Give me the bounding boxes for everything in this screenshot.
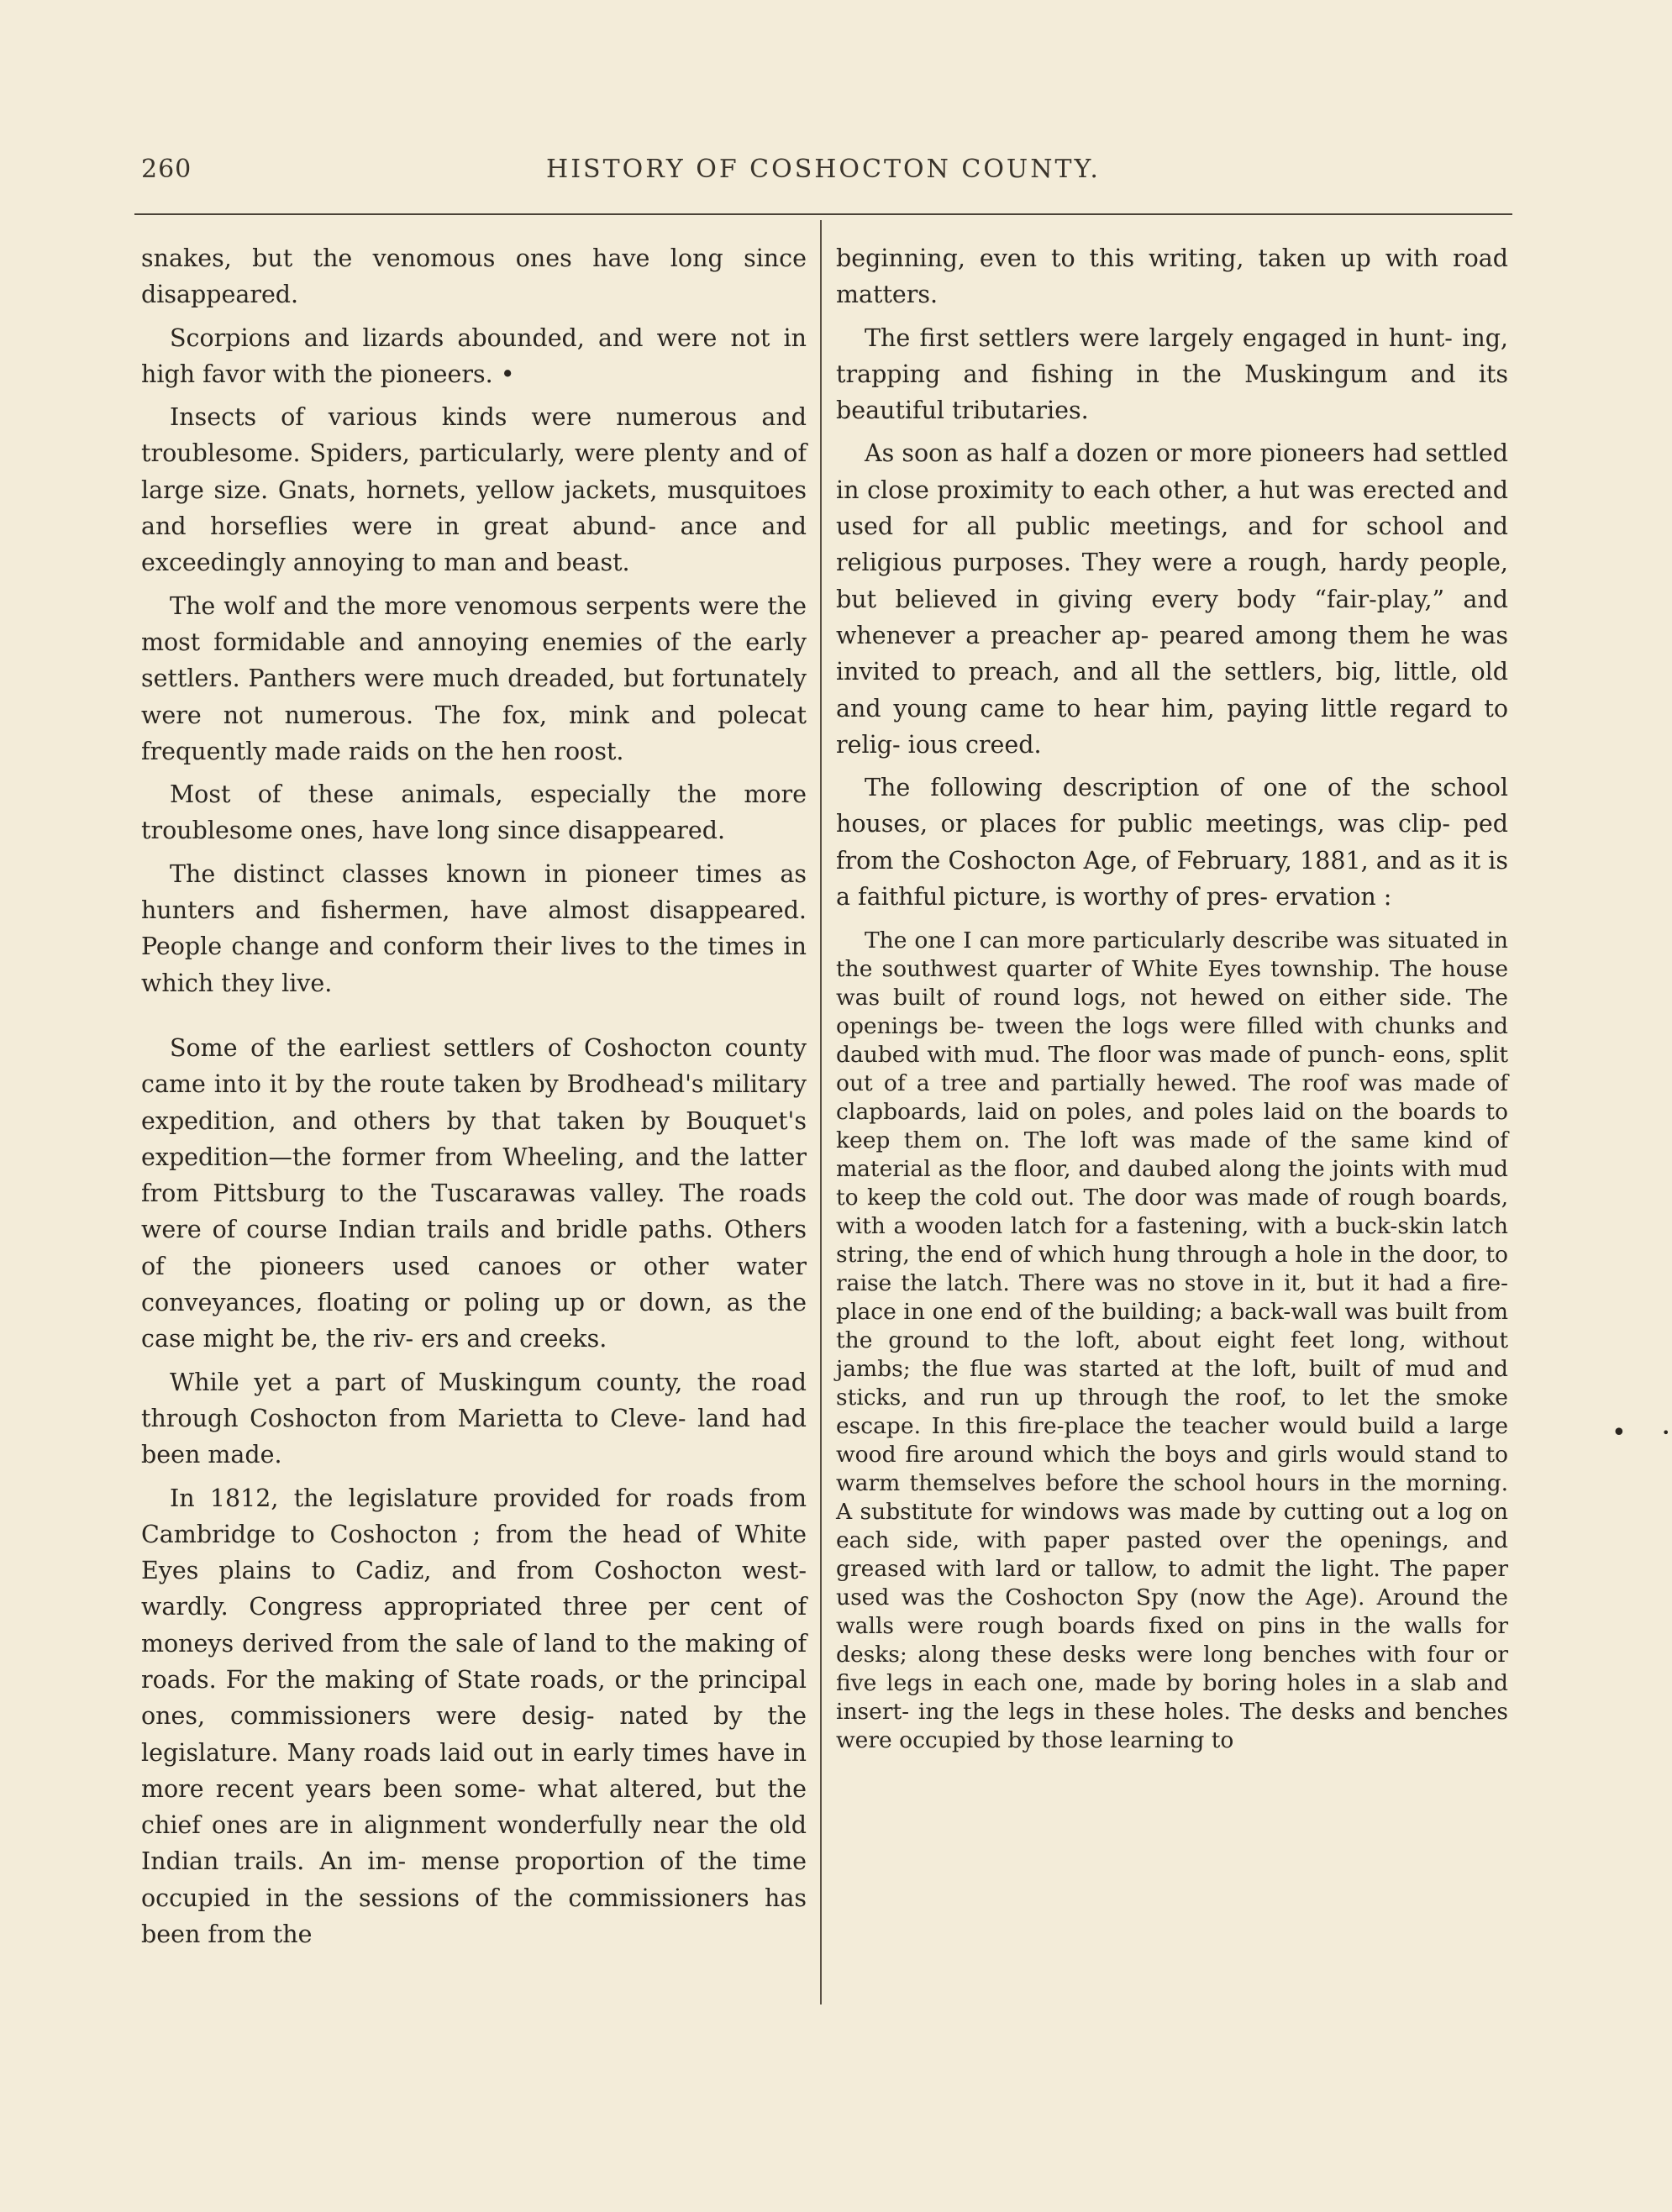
paragraph: Most of these animals, especially the more troublesome ones, have long since disappeared. (141, 780, 807, 845)
paragraph: In 1812, the legislature provided for roads from Cambridge to Coshocton ; from the head of White Eyes plains to Cadiz, and from Coshocton west- wardly. Congress appropriated three per cent of moneys derived from the sale of land to the making of roads. For the making of State roads, or the principal ones, commissioners were desig- nated by the legislature. Many roads laid out in early times have in more recent years been some- what altered, but the chief ones are in alignment wonderfully near the old Indian trails. An im- mense proportion of the time occupied in the sessions of the commissioners has been from the (141, 1484, 807, 1949)
left-column (141, 240, 807, 1959)
paragraph: The first settlers were largely engaged in hunt- ing, trapping and fishing in the Muskingum and its beautiful tributaries. (836, 323, 1508, 425)
paragraph: As soon as half a dozen or more pioneers had settled in close proximity to each other, a hut was erected and used for all public meetings, and for school and religious purposes. They were a rough, hardy people, but believed in giving every body “fair-play,” and whenever a preacher ap- peared among them he was invited to preach, and all the settlers, big, little, old and young came to hear him, paying little regard to relig- ious creed. (836, 439, 1508, 759)
column-divider (820, 220, 822, 2004)
paragraph: Insects of various kinds were numerous and troublesome. Spiders, particularly, were plenty and of large size. Gnats, hornets, yellow jackets, musquitoes and horseflies were in great abund- ance and exceedingly annoying to man and beast. (141, 403, 807, 577)
page-header (134, 153, 1512, 195)
paragraph: Scorpions and lizards abounded, and were not in high favor with the pioneers. • (141, 323, 807, 388)
paragraph: The following description of one of the school houses, or places for public meetings, was clip- ped from the Coshocton Age, of February, 1881, and as it is a faithful picture, is worthy of pres- ervation : (836, 774, 1508, 912)
header-rule (134, 213, 1512, 215)
paragraph: While yet a part of Muskingum county, the road through Coshocton from Marietta to Cleve- land had been made. (141, 1368, 807, 1469)
paragraph: Some of the earliest settlers of Coshocton county came into it by the route taken by Brodhead's military expedition, and others by that taken by Bouquet's expedition—the former from Wheeling, and the latter from Pittsburg to the Tuscarawas valley. The roads were of course Indian trails and bridle paths. Others of the pioneers used canoes or other water conveyances, floating or poling up or down, as the case might be, the riv- ers and creeks. (141, 1033, 807, 1353)
quoted-passage: The one I can more particularly describe was situated in the southwest quarter of White Eyes township. The house was built of round logs, not hewed on either side. The openings be- tween the logs were filled with chunks and daubed with mud. The floor was made of punch- eons, split out of a tree and partially hewed. The roof was made of clapboards, laid on poles, and poles laid on the boards to keep them on. The loft was made of the same kind of material as the floor, and daubed along the joints with mud to keep the cold out. The door was made of rough boards, with a wooden latch for a fastening, with a buck-skin latch string, the end of which hung through a hole in the door, to raise the latch. There was no stove in it, but it had a fire- place in one end of the building; a back-wall was built from the ground to the loft, about eight feet long, without jambs; the flue was started at the loft, built of mud and sticks, and run up through the roof, to let the smoke escape. In this fire-place the teacher would build a large wood fire around which the boys and girls would stand to warm themselves before the school hours in the morning. A substitute for windows was made by cutting out a log on each side, with paper pasted over the openings, and greased with lard or tallow, to admit the light. The paper used was the Coshocton Spy (now the Age). Around the walls were rough boards fixed on pins in the walls for desks; along these desks were long benches with four or five legs in each one, made by boring holes in a slab and insert- ing the legs in these holes. The desks and benches were occupied by those learning to (836, 927, 1508, 1754)
paragraph: The distinct classes known in pioneer times as hunters and fishermen, have almost disappeared. People change and conform their lives to the times in which they live. (141, 859, 807, 997)
right-column (836, 240, 1508, 1762)
margin-mark: • (1612, 1418, 1627, 1448)
paragraph: The wolf and the more venomous serpents were the most formidable and annoying enemies of the early settlers. Panthers were much dreaded, but fortunately were not numerous. The fox, mink and polecat frequently made raids on the hen roost. (141, 591, 807, 765)
paragraph: snakes, but the venomous ones have long since disappeared. (141, 244, 807, 309)
paragraph: beginning, even to this writing, taken up with road matters. (836, 244, 1508, 309)
running-title: HISTORY OF COSHOCTON COUNTY. (546, 155, 1101, 184)
margin-mark: • (1662, 1425, 1670, 1441)
page-number: 260 (141, 155, 192, 184)
